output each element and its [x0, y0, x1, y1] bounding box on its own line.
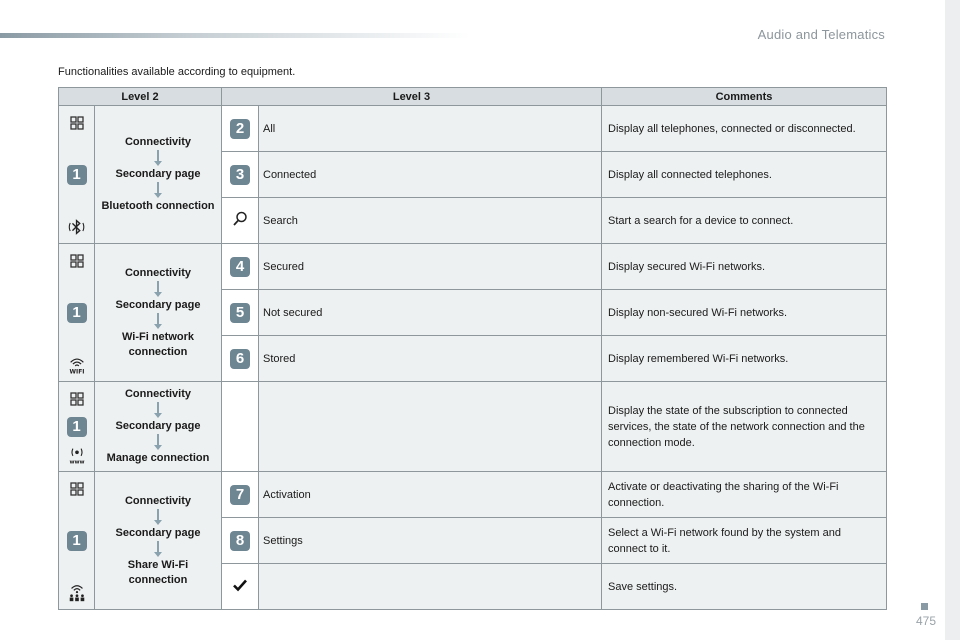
- nav-level-2: Secondary page: [115, 168, 201, 180]
- down-arrow-icon: [97, 541, 219, 558]
- level3-icon-cell: [222, 472, 259, 518]
- option-badge: 2: [230, 119, 250, 139]
- level3-option: [259, 382, 602, 472]
- option-badge: 7: [230, 485, 250, 505]
- header-level-3: Level 3: [222, 88, 602, 106]
- option-badge: 5: [230, 303, 250, 323]
- table-row: [59, 382, 887, 472]
- nav-level-2: Secondary page: [115, 526, 201, 539]
- level3-icon-cell: [222, 564, 259, 610]
- page-number: 475: [915, 614, 936, 628]
- level3-option: Search: [259, 198, 602, 244]
- level2-icons-cell: [59, 106, 95, 244]
- level3-option: Secured: [259, 244, 602, 290]
- level3-icon-cell: [222, 106, 259, 152]
- level3-option: Stored: [259, 336, 602, 382]
- nav-level-3: Bluetooth connection: [101, 200, 215, 212]
- comment-cell: Display remembered Wi-Fi networks.: [602, 336, 887, 382]
- level2-path-cell: [95, 472, 222, 610]
- step-badge: 1: [67, 165, 87, 185]
- down-arrow-icon: [97, 509, 219, 526]
- nav-level-2: Secondary page: [115, 420, 201, 432]
- option-badge: 4: [230, 257, 250, 277]
- table-row: [59, 472, 887, 518]
- option-badge: 6: [230, 349, 250, 369]
- level3-icon-cell: [222, 198, 259, 244]
- table-row: [59, 244, 887, 290]
- nav-level-1: Connectivity: [124, 388, 191, 400]
- step-badge: 1: [67, 303, 87, 323]
- level2-icons-cell: [59, 382, 95, 472]
- level3-icon-cell: [222, 152, 259, 198]
- functions-table: [58, 87, 887, 610]
- level3-icon-cell: [222, 518, 259, 564]
- down-arrow-icon: [97, 150, 219, 167]
- grid-menu-icon: [67, 113, 87, 133]
- level3-option: All: [259, 106, 602, 152]
- level2-path-cell: [95, 382, 222, 472]
- table-header-row: [59, 88, 887, 106]
- down-arrow-icon: [97, 402, 219, 419]
- header-level-2: Level 2: [59, 88, 222, 106]
- svg-text:WIFI: WIFI: [69, 369, 84, 375]
- search-icon: [230, 209, 250, 229]
- intro-text: Functionalities available according to equipment.: [58, 66, 296, 78]
- level2-icons-cell: [59, 244, 95, 382]
- nav-level-2: Secondary page: [115, 298, 201, 311]
- top-accent-bar: [0, 33, 470, 38]
- comment-cell: Activate or deactivating the sharing of the Wi-Fi connection.: [602, 472, 887, 518]
- down-arrow-icon: [97, 182, 219, 199]
- step-badge: 1: [67, 417, 87, 437]
- grid-menu-icon: [67, 251, 87, 271]
- nav-level-1: Connectivity: [124, 266, 191, 279]
- page-marker: [921, 603, 928, 610]
- down-arrow-icon: [97, 313, 219, 330]
- level2-icons-cell: [59, 472, 95, 610]
- wifi-icon: [67, 355, 87, 375]
- nav-level-3: Wi-Fi network connection: [121, 330, 194, 358]
- level3-option: Settings: [259, 518, 602, 564]
- level3-option: [259, 564, 602, 610]
- section-title: Audio and Telematics: [757, 27, 885, 42]
- wifi-share-icon: [67, 583, 87, 603]
- option-badge: 8: [230, 531, 250, 551]
- comment-cell: Save settings.: [602, 564, 887, 610]
- level3-option: Not secured: [259, 290, 602, 336]
- nav-level-3: Share Wi-Fi connection: [127, 558, 189, 586]
- step-badge: 1: [67, 531, 87, 551]
- level2-path-cell: [95, 106, 222, 244]
- down-arrow-icon: [97, 281, 219, 298]
- comment-cell: Display all telephones, connected or disconnected.: [602, 106, 887, 152]
- comment-cell: Start a search for a device to connect.: [602, 198, 887, 244]
- nav-level-3: Manage connection: [106, 452, 210, 464]
- header-comments: Comments: [602, 88, 887, 106]
- checkmark-icon: [230, 575, 250, 595]
- level3-option: Connected: [259, 152, 602, 198]
- nav-level-1: Connectivity: [124, 136, 191, 148]
- grid-menu-icon: [67, 389, 87, 409]
- option-badge: 3: [230, 165, 250, 185]
- level3-icon-cell: [222, 290, 259, 336]
- www-icon: [67, 445, 87, 465]
- comment-cell: Display the state of the subscription to connected services, the state of the network connection and the connection mode.: [602, 382, 887, 472]
- comment-cell: Display secured Wi-Fi networks.: [602, 244, 887, 290]
- level3-icon-cell: [222, 382, 259, 472]
- bluetooth-icon: [67, 217, 87, 237]
- table-row: [59, 106, 887, 152]
- page-edge-strip: [945, 0, 960, 640]
- level2-path-cell: [95, 244, 222, 382]
- svg-text:www: www: [68, 459, 85, 465]
- grid-menu-icon: [67, 479, 87, 499]
- level3-icon-cell: [222, 244, 259, 290]
- down-arrow-icon: [97, 434, 219, 451]
- comment-cell: Display all connected telephones.: [602, 152, 887, 198]
- comment-cell: Select a Wi-Fi network found by the system and connect to it.: [602, 518, 887, 564]
- level3-icon-cell: [222, 336, 259, 382]
- comment-cell: Display non-secured Wi-Fi networks.: [602, 290, 887, 336]
- level3-option: Activation: [259, 472, 602, 518]
- nav-level-1: Connectivity: [124, 494, 191, 507]
